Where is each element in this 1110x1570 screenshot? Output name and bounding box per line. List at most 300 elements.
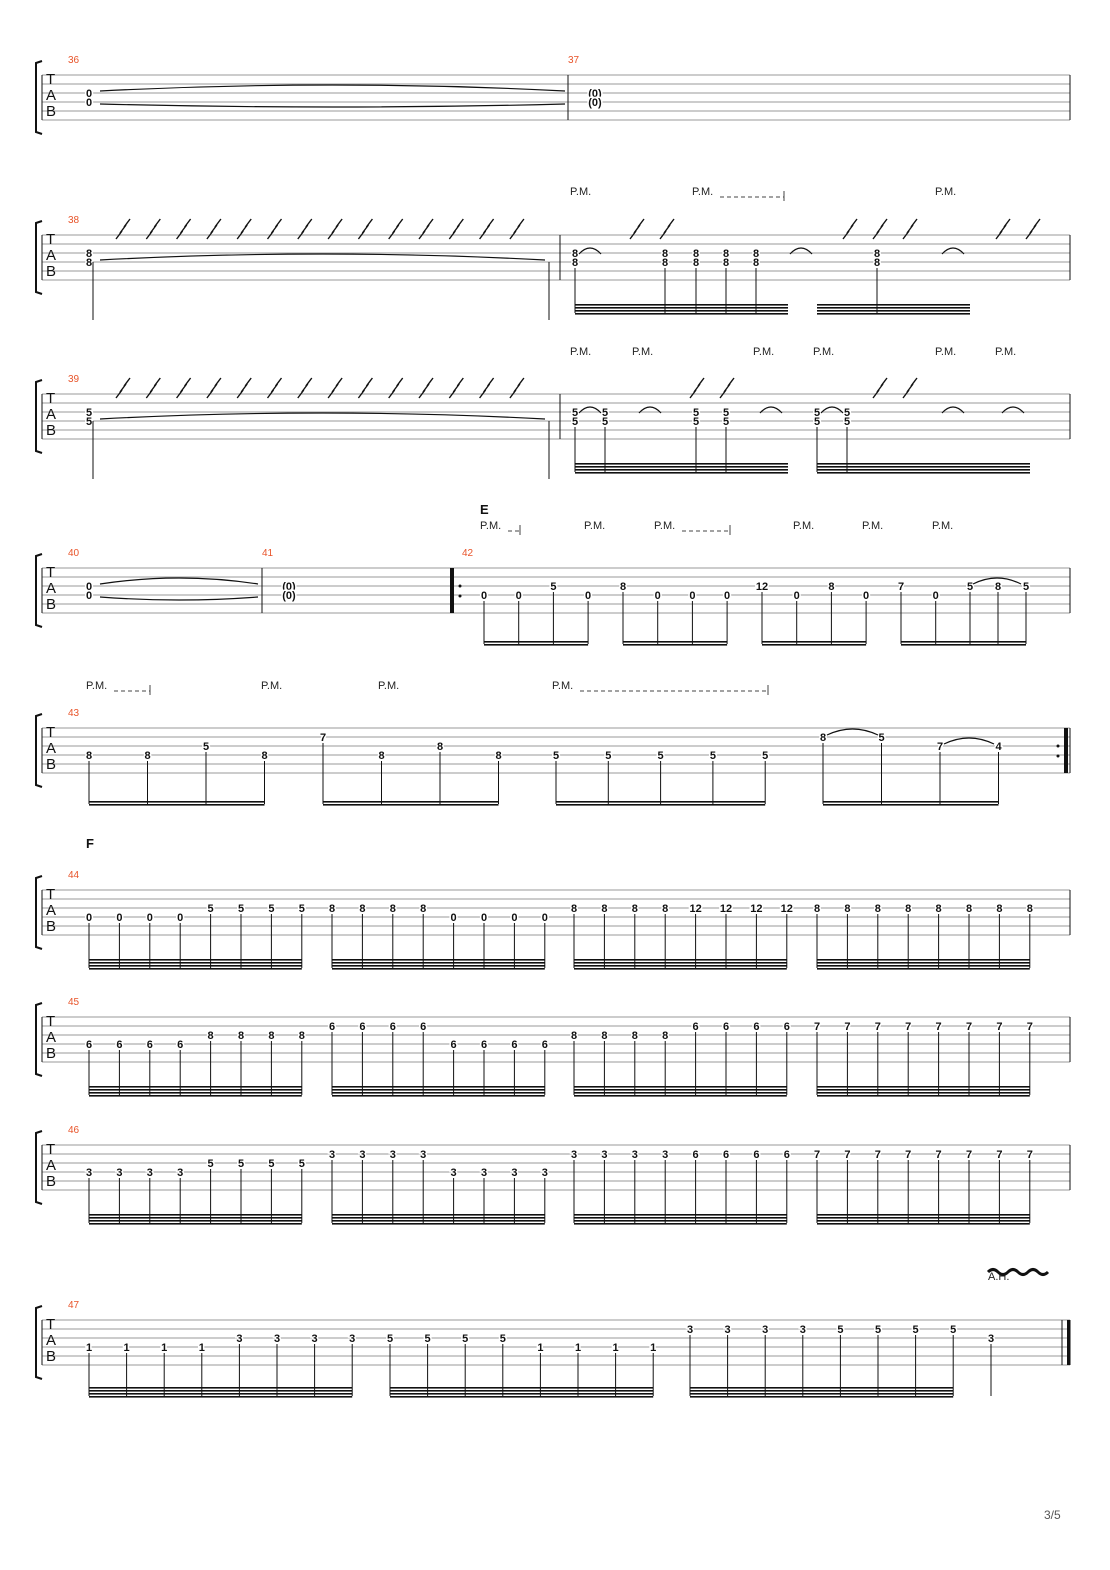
tremolo-slash (518, 219, 524, 227)
note-beam (817, 1220, 1030, 1222)
fret-number: 6 (420, 1021, 427, 1033)
tremolo-slash (488, 378, 494, 386)
fret-number: 5 (874, 1324, 882, 1336)
note-beam (574, 959, 787, 961)
fret-number: 3 (686, 1324, 694, 1336)
note-beam (817, 965, 1030, 967)
fret-number: 5 (1022, 581, 1030, 593)
note-beam (574, 965, 787, 967)
fret-number: 5 (85, 416, 93, 428)
fret-number: 8 (994, 581, 1002, 593)
repeat-dot (459, 595, 462, 598)
measure-number: 45 (68, 997, 80, 1008)
fret-number: 7 (844, 1149, 851, 1161)
tremolo-slash (518, 378, 524, 386)
tremolo-slash (911, 219, 917, 227)
tremolo-slash (124, 219, 130, 227)
fret-number: 3 (85, 1167, 93, 1179)
tremolo-slash (1034, 219, 1040, 227)
fret-number: 5 (499, 1333, 506, 1345)
note-beam (332, 968, 545, 970)
system-bracket (36, 1131, 42, 1204)
palm-mute-label: P.M. (261, 680, 283, 692)
fret-number: 5 (709, 750, 716, 762)
fret-number: 7 (874, 1149, 881, 1161)
measure-number: 47 (68, 1300, 80, 1311)
palm-mute-label: P.M. (935, 186, 957, 198)
tremolo-slash (427, 378, 433, 386)
fret-number: 8 (420, 903, 427, 915)
fret-number: 8 (268, 1030, 275, 1042)
note-beam (332, 1220, 545, 1222)
note-beam (817, 1095, 1030, 1097)
fret-number: 3 (236, 1333, 243, 1345)
fret-number: 5 (571, 407, 579, 419)
tremolo-slash (185, 219, 191, 227)
fret-number: 6 (692, 1021, 699, 1033)
palm-mute-label: P.M. (935, 346, 957, 358)
fret-number: 8 (436, 741, 444, 753)
fret-number: 0 (85, 97, 93, 109)
fret-number: 0 (863, 590, 870, 602)
measure-number: 37 (568, 55, 580, 66)
fret-number: 8 (85, 750, 93, 762)
fret-number: 3 (541, 1167, 548, 1179)
note-beam (89, 1387, 352, 1389)
fret-number: 5 (386, 1333, 394, 1345)
measure-number: 43 (68, 708, 80, 719)
palm-mute-label: P.M. (995, 346, 1017, 358)
fret-number: 5 (571, 416, 579, 428)
fret-number: 8 (873, 257, 881, 269)
fret-number: 8 (905, 903, 912, 915)
system-bracket (36, 876, 42, 949)
fret-number: 6 (146, 1039, 153, 1051)
note-beam (89, 1393, 352, 1395)
fret-number: 5 (762, 750, 769, 762)
fret-number: 8 (752, 257, 760, 269)
tremolo-slash (881, 378, 887, 386)
fret-number: 5 (950, 1324, 957, 1336)
tremolo-slash (154, 378, 160, 386)
fret-number: 8 (1026, 903, 1033, 915)
tab-clef-letter: T (46, 724, 56, 741)
note-beam (817, 307, 970, 309)
fret-number: 8 (298, 1030, 305, 1042)
measure-number: 42 (462, 548, 474, 559)
tab-clef-letter: T (46, 564, 56, 581)
fret-number: (0) (588, 97, 602, 109)
tab-clef-letter: B (46, 596, 57, 613)
palm-mute-label: P.M. (654, 520, 676, 532)
fret-number: 7 (813, 1021, 821, 1033)
fret-number: 1 (650, 1342, 657, 1354)
fret-number: 0 (541, 912, 548, 924)
note-beam (323, 801, 499, 803)
fret-number: 7 (897, 581, 905, 593)
note-beam (575, 304, 788, 306)
note-beam (390, 1396, 653, 1398)
tab-clef-letter: B (46, 263, 57, 280)
fret-number: 5 (837, 1324, 844, 1336)
note-beam (623, 644, 727, 646)
fret-number: (0) (282, 590, 296, 602)
fret-number: 0 (480, 912, 488, 924)
fret-number: 8 (819, 732, 827, 744)
fret-number: 3 (177, 1167, 184, 1179)
fret-number: 8 (144, 750, 151, 762)
fret-number: 1 (161, 1342, 168, 1354)
fret-number: 8 (631, 1030, 638, 1042)
fret-number: 5 (268, 1158, 275, 1170)
tie-arc (100, 597, 258, 600)
palm-mute-label: P.M. (552, 680, 574, 692)
fret-number: 12 (719, 903, 733, 915)
note-beam (390, 1393, 653, 1395)
note-beam (817, 1092, 1030, 1094)
tie-arc (100, 413, 545, 419)
note-beam (332, 962, 545, 964)
fret-number: 0 (585, 590, 592, 602)
fret-number: 0 (515, 590, 522, 602)
fret-number: 0 (146, 912, 153, 924)
tremolo-slash (698, 378, 704, 386)
fret-number: 6 (177, 1039, 184, 1051)
note-beam (575, 307, 788, 309)
note-beam (690, 1393, 953, 1395)
fret-number: 8 (813, 903, 821, 915)
fret-number: 5 (722, 416, 730, 428)
fret-number: 6 (116, 1039, 123, 1051)
final-barline-thick (1067, 1320, 1070, 1365)
note-beam (823, 804, 999, 806)
tab-clef-letter: B (46, 1045, 57, 1062)
fret-number: 3 (631, 1149, 638, 1161)
tie-arc (100, 104, 565, 107)
fret-number: 8 (571, 248, 579, 260)
fret-number: 8 (495, 750, 502, 762)
tremolo-slash (336, 378, 342, 386)
tremolo-slash (1004, 219, 1010, 227)
note-beam (484, 644, 588, 646)
fret-number: 7 (965, 1149, 973, 1161)
note-beam (823, 801, 999, 803)
tab-clef-letter: A (46, 1157, 57, 1174)
fret-number: 3 (662, 1149, 669, 1161)
note-beam (332, 1092, 545, 1094)
tab-clef-letter: T (46, 1316, 56, 1333)
palm-mute-label: P.M. (378, 680, 400, 692)
note-beam (556, 801, 765, 803)
tab-clef-letter: A (46, 580, 57, 597)
fret-number: 0 (85, 581, 93, 593)
fret-number: 8 (619, 581, 627, 593)
section-marker: E (480, 502, 489, 517)
fret-number: 7 (1026, 1021, 1033, 1033)
tremolo-slash (306, 219, 312, 227)
note-beam (556, 804, 765, 806)
fret-number: 1 (537, 1342, 544, 1354)
fret-number: 3 (359, 1149, 366, 1161)
fret-number: 3 (799, 1324, 806, 1336)
fret-number: 8 (752, 248, 760, 260)
fret-number: 0 (480, 590, 488, 602)
fret-number: 5 (237, 1158, 245, 1170)
fret-number: 3 (987, 1333, 995, 1345)
note-beam (817, 1214, 1030, 1216)
note-beam (574, 1223, 787, 1225)
fret-number: 3 (480, 1167, 488, 1179)
fret-number: 6 (450, 1039, 457, 1051)
fret-number: 8 (874, 903, 881, 915)
note-beam (89, 1095, 302, 1097)
measure-number: 44 (68, 870, 80, 881)
fret-number: 5 (843, 416, 851, 428)
fret-number: 8 (996, 903, 1003, 915)
tab-clef-letter: A (46, 902, 57, 919)
note-beam (690, 1387, 953, 1389)
fret-number: 8 (571, 257, 579, 269)
note-beam (901, 641, 1026, 643)
note-beam (574, 1089, 787, 1091)
fret-number: 0 (793, 590, 800, 602)
note-beam (690, 1390, 953, 1392)
fret-number: 8 (570, 903, 578, 915)
fret-number: 8 (844, 903, 851, 915)
note-beam (575, 310, 788, 312)
fret-number: 8 (359, 903, 366, 915)
fret-number: 3 (762, 1324, 769, 1336)
note-beam (575, 466, 788, 468)
fret-number: 8 (601, 1030, 608, 1042)
fret-number: 3 (601, 1149, 608, 1161)
measure-number: 40 (68, 548, 80, 559)
fret-number: 5 (298, 1158, 305, 1170)
note-beam (817, 463, 1030, 465)
fret-number: 6 (541, 1039, 548, 1051)
fret-number: 5 (813, 407, 821, 419)
palm-mute-label: P.M. (932, 520, 954, 532)
note-beam (762, 641, 866, 643)
system-bracket (36, 554, 42, 627)
note-beam (575, 472, 788, 474)
fret-number: 7 (936, 741, 944, 753)
fret-number: 4 (995, 741, 1002, 753)
note-beam (817, 1089, 1030, 1091)
palm-mute-label: P.M. (813, 346, 835, 358)
fret-number: 0 (932, 590, 939, 602)
fret-number: 3 (724, 1324, 731, 1336)
note-beam (332, 1214, 545, 1216)
fret-number: 0 (450, 912, 457, 924)
fret-number: 0 (689, 590, 696, 602)
fret-number: 6 (722, 1149, 730, 1161)
note-beam (332, 1095, 545, 1097)
tremolo-slash (881, 219, 887, 227)
note-beam (332, 1086, 545, 1088)
artificial-harmonic-label: A.H. (988, 1271, 1010, 1283)
fret-number: 8 (965, 903, 973, 915)
fret-number: 5 (601, 407, 609, 419)
system-bracket (36, 380, 42, 453)
tremolo-slash (427, 219, 433, 227)
fret-number: 0 (654, 590, 661, 602)
fret-number: 6 (692, 1149, 699, 1161)
fret-number: 8 (692, 257, 700, 269)
tremolo-slash (336, 219, 342, 227)
fret-number: 5 (237, 903, 245, 915)
note-beam (817, 959, 1030, 961)
palm-mute-label: P.M. (570, 186, 592, 198)
note-beam (817, 466, 1030, 468)
fret-number: 8 (85, 248, 93, 260)
note-beam (623, 641, 727, 643)
fret-number: 6 (783, 1149, 790, 1161)
fret-number: 5 (85, 407, 93, 419)
note-beam (817, 469, 1030, 471)
fret-number: 8 (661, 257, 669, 269)
tremolo-slash (154, 219, 160, 227)
fret-number: 0 (116, 912, 123, 924)
palm-mute-label: P.M. (632, 346, 654, 358)
note-beam (89, 1086, 302, 1088)
note-beam (89, 1390, 352, 1392)
tremolo-slash (488, 219, 494, 227)
fret-number: 1 (612, 1342, 619, 1354)
fret-number: 3 (570, 1149, 578, 1161)
note-beam (89, 959, 302, 961)
fret-number: 7 (844, 1021, 851, 1033)
fret-number: 7 (935, 1149, 942, 1161)
tab-clef-letter: B (46, 918, 57, 935)
repeat-dot (1057, 745, 1060, 748)
fret-number: 3 (450, 1167, 457, 1179)
note-beam (323, 804, 499, 806)
fret-number: 5 (692, 407, 700, 419)
fret-number: 8 (261, 750, 268, 762)
note-beam (332, 1089, 545, 1091)
fret-number: 8 (873, 248, 881, 260)
system-bracket (36, 1003, 42, 1076)
fret-number: 3 (349, 1333, 356, 1345)
fret-number: 5 (722, 407, 730, 419)
palm-mute-label: P.M. (692, 186, 714, 198)
tremolo-slash (397, 378, 403, 386)
note-beam (574, 968, 787, 970)
fret-number: 12 (689, 903, 702, 915)
tie-arc (100, 578, 258, 584)
fret-number: 5 (298, 903, 305, 915)
tab-clef-letter: B (46, 103, 57, 120)
fret-number: 3 (311, 1333, 318, 1345)
fret-number: 6 (722, 1021, 730, 1033)
system-bracket (36, 1306, 42, 1379)
tab-clef-letter: B (46, 756, 57, 773)
palm-mute-label: P.M. (480, 520, 502, 532)
note-beam (762, 644, 866, 646)
tremolo-slash (668, 219, 674, 227)
fret-number: 5 (692, 416, 700, 428)
fret-number: 8 (378, 750, 385, 762)
fret-number: 12 (750, 903, 763, 915)
note-beam (89, 801, 265, 803)
fret-number: 5 (966, 581, 974, 593)
note-beam (332, 1223, 545, 1225)
fret-number: 5 (462, 1333, 469, 1345)
fret-number: 7 (996, 1149, 1003, 1161)
fret-number: 7 (1026, 1149, 1033, 1161)
tab-clef-letter: A (46, 406, 57, 423)
tremolo-slash (276, 378, 282, 386)
palm-mute-label: P.M. (793, 520, 815, 532)
fret-number: 8 (828, 581, 835, 593)
note-beam (89, 1223, 302, 1225)
fret-number: 8 (85, 257, 93, 269)
fret-number: 8 (207, 1030, 214, 1042)
note-beam (901, 644, 1026, 646)
fret-number: 0 (85, 88, 93, 100)
note-beam (574, 962, 787, 964)
fret-number: 5 (207, 903, 214, 915)
note-beam (817, 968, 1030, 970)
note-beam (574, 1220, 787, 1222)
tie-arc (100, 85, 565, 91)
fret-number: (0) (588, 88, 602, 100)
fret-number: 7 (905, 1149, 912, 1161)
tremolo-slash (728, 378, 734, 386)
note-beam (89, 965, 302, 967)
fret-number: 3 (420, 1149, 427, 1161)
palm-mute-label: P.M. (753, 346, 775, 358)
repeat-dot (1057, 755, 1060, 758)
tremolo-slash (851, 219, 857, 227)
note-beam (575, 469, 788, 471)
note-beam (574, 1095, 787, 1097)
fret-number: 5 (878, 732, 885, 744)
measure-number: 41 (262, 548, 274, 559)
note-beam (89, 1220, 302, 1222)
fret-number: 8 (328, 903, 336, 915)
tremolo-slash (457, 219, 463, 227)
tab-clef-letter: A (46, 1029, 57, 1046)
tab-clef-letter: T (46, 1013, 56, 1030)
measure-number: 39 (68, 374, 80, 385)
fret-number: 0 (85, 912, 93, 924)
tremolo-slash (215, 219, 221, 227)
fret-number: 8 (389, 903, 396, 915)
fret-number: 5 (657, 750, 664, 762)
note-beam (332, 965, 545, 967)
measure-number: 46 (68, 1125, 80, 1136)
fret-number: 5 (601, 416, 609, 428)
note-beam (89, 1214, 302, 1216)
tab-clef-letter: T (46, 231, 56, 248)
note-beam (484, 641, 588, 643)
fret-number: 8 (935, 903, 942, 915)
tremolo-slash (306, 378, 312, 386)
note-beam (390, 1390, 653, 1392)
fret-number: 7 (935, 1021, 942, 1033)
fret-number: 5 (813, 416, 821, 428)
fret-number: 6 (753, 1021, 760, 1033)
fret-number: 6 (511, 1039, 518, 1051)
note-beam (817, 962, 1030, 964)
tie-arc (944, 738, 994, 744)
fret-number: 3 (389, 1149, 396, 1161)
note-beam (817, 310, 970, 312)
fret-number: 3 (328, 1149, 336, 1161)
fret-number: 0 (85, 590, 93, 602)
